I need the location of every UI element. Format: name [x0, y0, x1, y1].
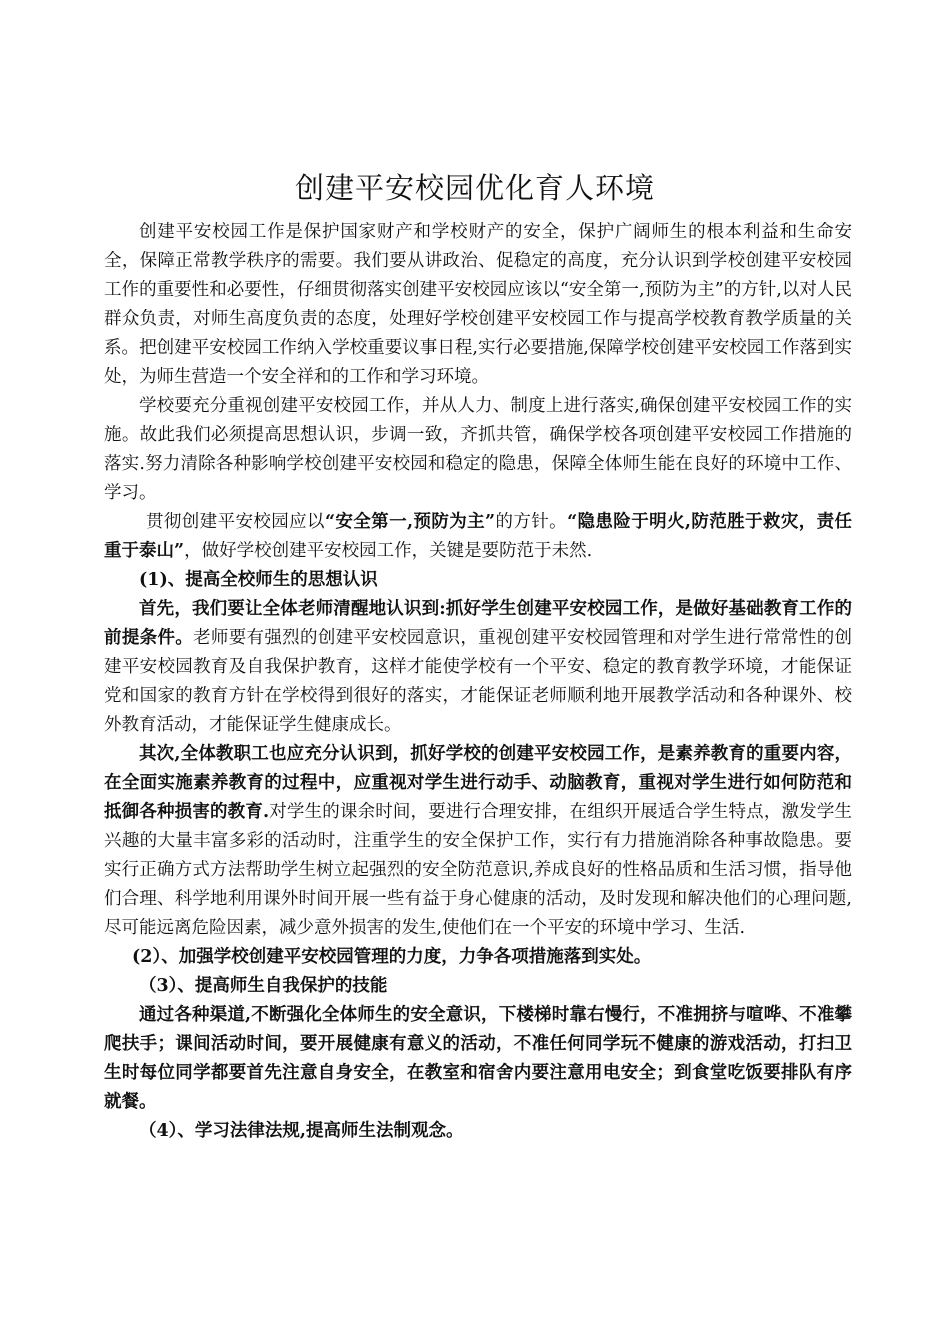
- document-body: [104, 218, 852, 1146]
- paragraph-first-rest: 老师要有强烈的创建平安校园意识，重视创建平安校园管理和对学生进行常常性的创建平安校园教育及自我保护教育，这样才能使学校有一个平安、稳定的教育教学环境，才能保证党和国家的教育方针在学校得到很好的落实，才能保证老师顺利地开展教学活动和各种课外、校外教育活动，才能保证学生健康成长。: [104, 628, 853, 735]
- document-title: 创建平安校园优化育人环境: [294, 171, 655, 205]
- paragraph-school-attention: 学校要充分重视创建平安校园工作，并从人力、制度上进行落实,确保创建平安校园工作的实施。故此我们必须提高思想认识，步调一致，齐抓共管，确保学校各项创建平安校园工作措施的落实.努力清除各种影响学校创建平安校园和稳定的隐患，保障全体师生能在良好的环境中工作、学习。: [104, 396, 852, 503]
- paragraph-policy: [104, 508, 852, 566]
- paragraph-intro: 创建平安校园工作是保护国家财产和学校财产的安全，保护广阔师生的根本利益和生命安全，保障正常教学秩序的需要。我们要从讲政治、促稳定的高度，充分认识到学校创建平安校园工作的重要性和必要性，仔细贯彻落实创建平安校园应该以“安全第一,预防为主”的方针,以对人民群众负责，对师生高度负责的态度，处理好学校创建平安校园工作与提高学校教育教学质量的关系。把创建平安校园工作纳入学校重要议事日程,实行必要措施,保障学校创建平安校园工作落到实处，为师生营造一个安全祥和的工作和学习环境。: [104, 222, 852, 387]
- paragraph-second-rest: 对学生的课余时间，要进行合理安排，在组织开展适合学生特点，激发学生兴趣的大量丰富多彩的活动时，注重学生的安全保护工作，实行有力措施消除各种事故隐患。要实行正确方式方法帮助学生树立起强烈的安全防范意识,养成良好的性格品质和生活习惯，指导他们合理、科学地利用课外时间开展一些有益于身心健康的活动，及时发现和解决他们的心理问题,尽可能远离危险因素，减少意外损害的发生,使他们在一个平安的环境中学习、生活.: [104, 802, 853, 938]
- policy-slogan-2: “隐患险于明火,防范胜于救灾，责任重于泰山”: [104, 512, 853, 561]
- policy-slogan-1: “安全第一,预防为主”: [324, 512, 496, 532]
- section-heading-1: (1)、提高全校师生的思想认识: [139, 570, 378, 590]
- policy-text-a: 贯彻创建平安校园应以: [146, 512, 325, 532]
- paragraph-second: [104, 740, 852, 943]
- policy-text-e: ，做好学校创建平安校园工作，关键是要防范于未然.: [184, 541, 593, 561]
- policy-text-c: 的方针。: [495, 512, 568, 532]
- paragraph-first: [104, 595, 852, 740]
- paragraph-self-protection: 通过各种渠道,不断强化全体师生的安全意识，下楼梯时靠右慢行，不准拥挤与喧哗、不准攀爬扶手；课间活动时间，要开展健康有意义的活动，不准任何同学玩不健康的游戏活动，打扫卫生时每位同学都要首先注意自身安全，在教室和宿舍内要注意用电安全；到食堂吃饭要排队有序就餐。: [104, 1005, 852, 1112]
- section-heading-2: (2）、加强学校创建平安校园管理的力度，力争各项措施落到实处。: [132, 947, 652, 967]
- paragraph-second-bold: 其次,全体教职工也应充分认识到，抓好学校的创建平安校园工作，是素养教育的重要内容，在全面实施素养教育的过程中，应重视对学生进行动手、动脑教育，重视对学生进行如何防范和抵御各种损害的教育.: [104, 744, 852, 822]
- section-heading-4: （4）、学习法律法规,提高师生法制观念。: [139, 1121, 464, 1141]
- section-heading-3: （3）、提高师生自我保护的技能: [139, 976, 388, 996]
- paragraph-first-bold: 首先，我们要让全体老师清醒地认识到:抓好学生创建平安校园工作，是做好基础教育工作的前提条件。: [104, 599, 852, 648]
